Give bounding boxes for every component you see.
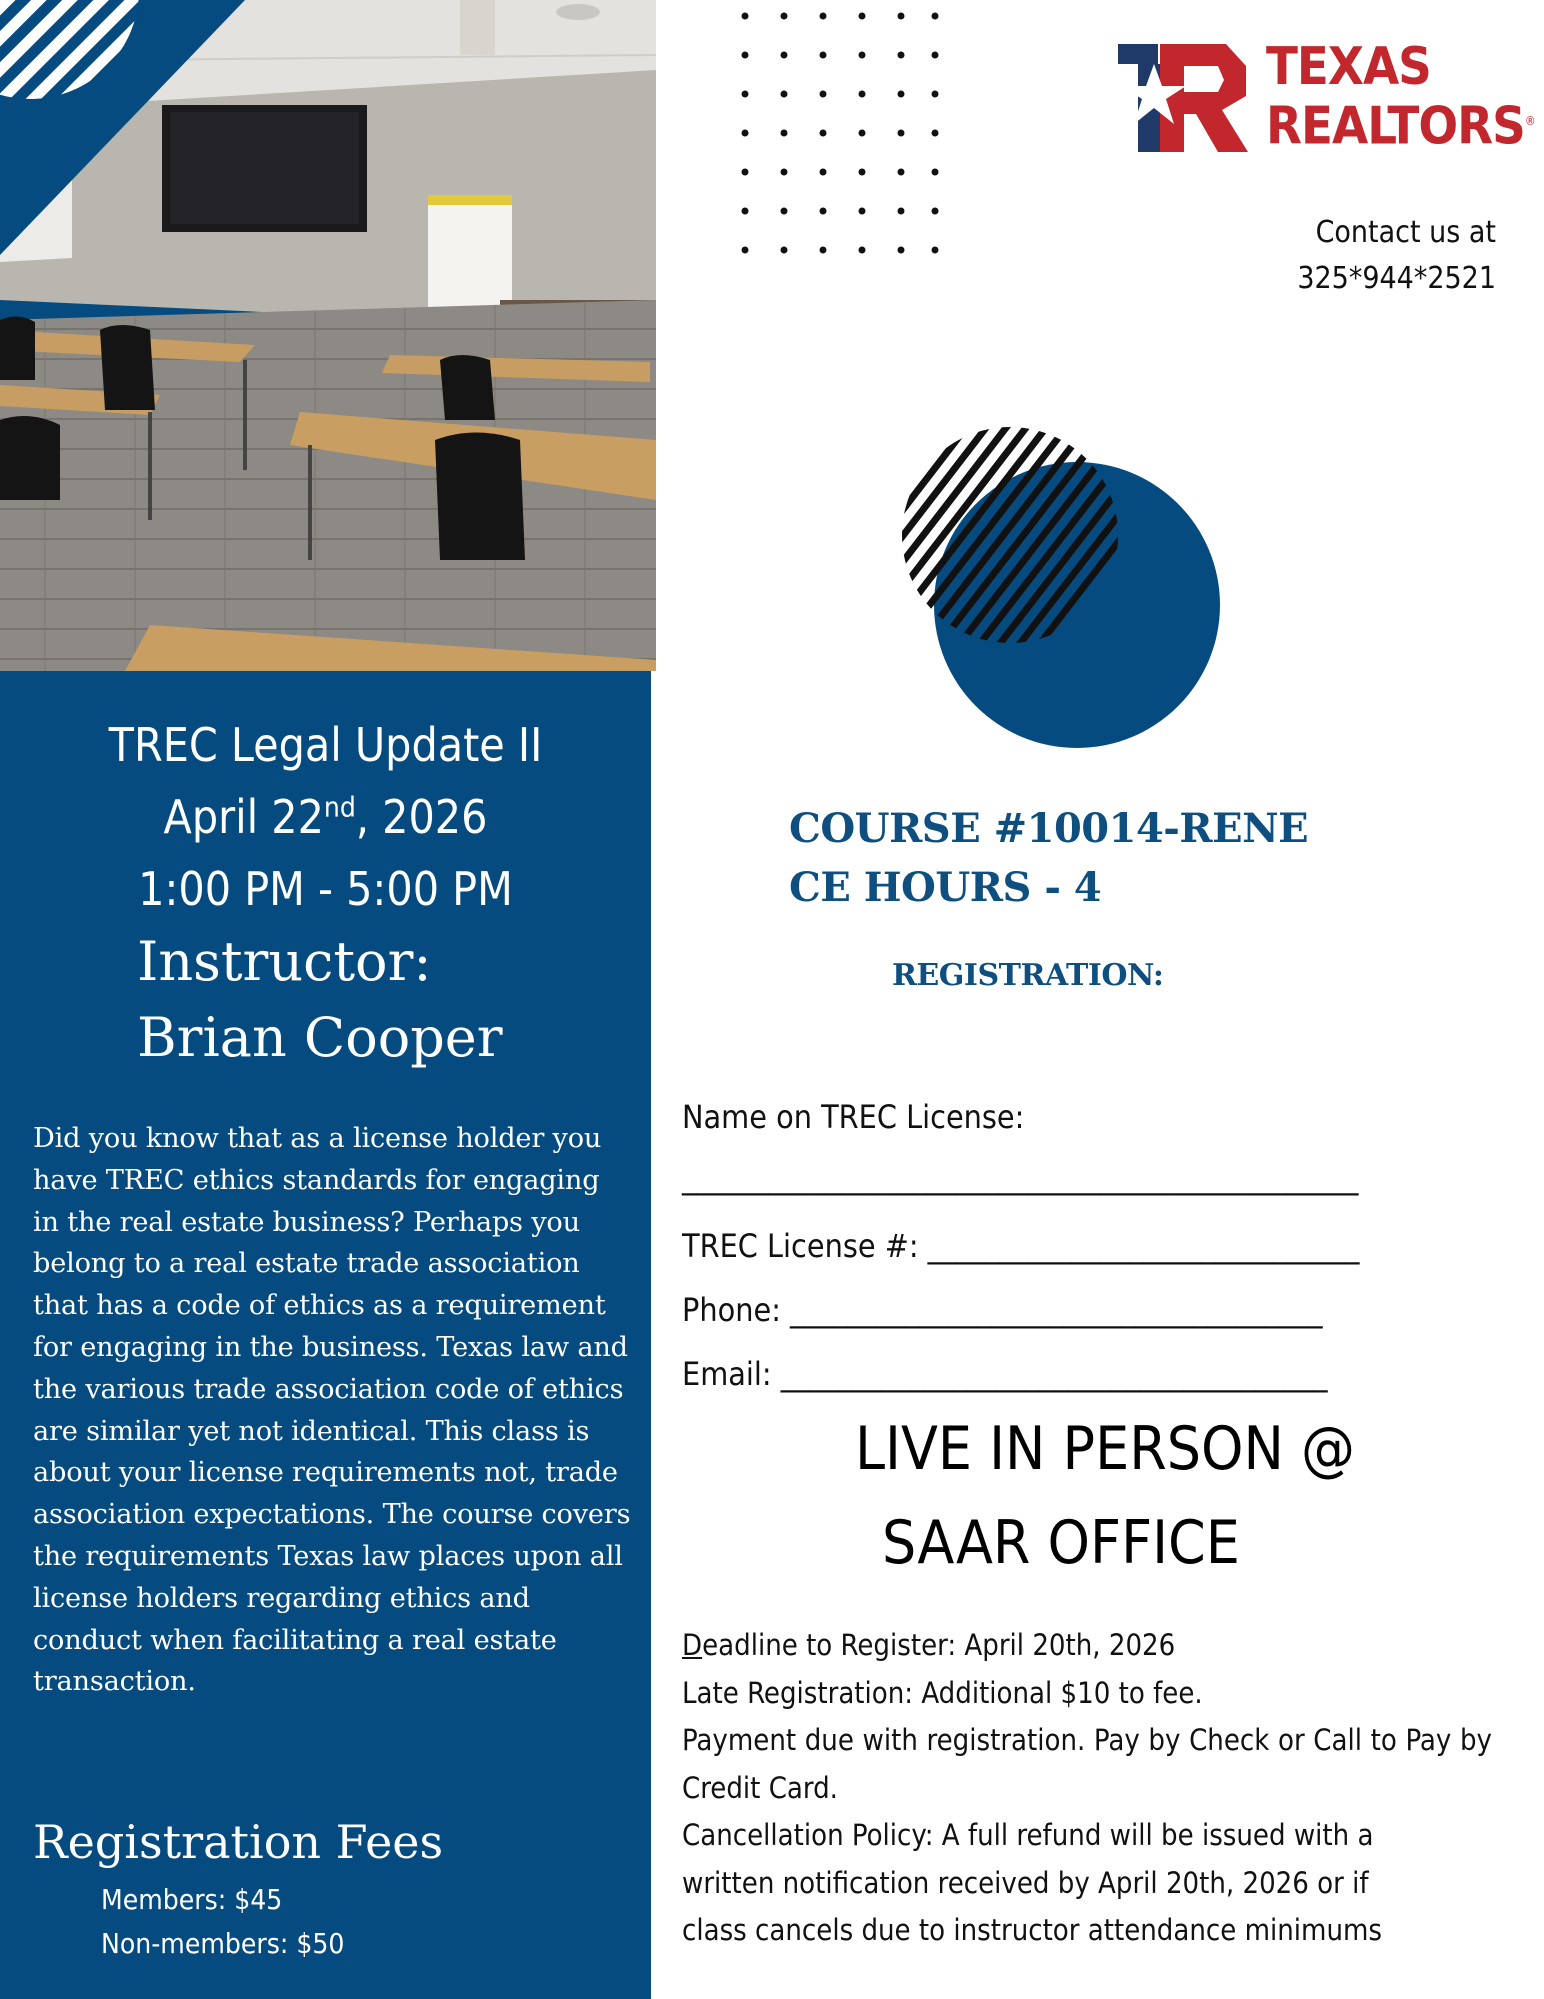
instructor-label: Instructor: xyxy=(137,930,432,993)
location-line-1: LIVE IN PERSON @ xyxy=(855,1414,1355,1484)
payment-text: Payment due with registration. Pay by Check or Call to Pay by Credit Card. xyxy=(682,1723,1492,1805)
contact-phone: 325*944*2521 xyxy=(1297,261,1496,296)
course-date-ordinal: nd xyxy=(323,790,356,824)
location-line-2: SAAR OFFICE xyxy=(882,1508,1240,1578)
course-description: Did you know that as a license holder you have TREC ethics standards for engaging in the real estate business? Perhaps you belong to a real estate trade association that has a code of ethics as a requirement for engaging in the business. Texas law and the various trade association code of ethics are similar yet not identical. This class is about your license requirements not, trade association expectations. The course covers the requirements Texas law places upon all license holders regarding ethics and conduct when facilitating a real estate transaction. xyxy=(33,1123,631,1698)
realtors-star-icon xyxy=(1118,44,1258,156)
registration-heading: REGISTRATION: xyxy=(892,958,1164,993)
ce-hours: CE HOURS - 4 xyxy=(789,864,1102,911)
course-date xyxy=(0,790,651,844)
course-date-month-day: April 22 xyxy=(163,790,324,844)
logo-line-texas: TEXAS xyxy=(1266,37,1431,97)
instructor-name: Brian Cooper xyxy=(137,1006,503,1069)
email-field[interactable]: Email: ______________________________________ xyxy=(682,1355,1328,1393)
registration-details xyxy=(682,1622,1492,1955)
contact-label: Contact us at xyxy=(1315,215,1496,250)
registered-mark: ® xyxy=(1524,114,1535,128)
logo-wordmark xyxy=(1266,37,1535,157)
course-title: TREC Legal Update II xyxy=(108,718,543,772)
dot-grid-decoration xyxy=(730,8,950,258)
logo-line-realtors: REALTORS xyxy=(1266,96,1525,157)
cancellation-policy-text: Cancellation Policy: A full refund will be issued with a written notification received by April 20th, 2026 or if class cancels due to instructor attendance minimums xyxy=(682,1818,1382,1947)
fees-heading: Registration Fees xyxy=(33,1815,444,1869)
fee-members: Members: $45 xyxy=(101,1883,283,1916)
contact-info xyxy=(1297,210,1496,302)
texas-realtors-logo xyxy=(1118,37,1535,160)
fee-non-members: Non-members: $50 xyxy=(101,1927,345,1960)
late-registration-text: Late Registration: Additional $10 to fee. xyxy=(682,1675,1203,1710)
course-number: COURSE #10014-RENE xyxy=(789,805,1309,852)
circle-graphic xyxy=(895,420,1235,760)
deadline-text: Deadline to Register: April 20th, 2026 xyxy=(682,1628,1176,1662)
classroom-photo xyxy=(0,0,656,671)
trec-license-field[interactable]: TREC License #: ______________________________ xyxy=(682,1227,1360,1265)
phone-field[interactable]: Phone: _____________________________________ xyxy=(682,1291,1323,1329)
course-date-year: , 2026 xyxy=(355,790,488,844)
name-on-license-field[interactable]: _______________________________________________ xyxy=(682,1158,1359,1196)
course-time: 1:00 PM - 5:00 PM xyxy=(138,862,513,916)
name-on-license-label: Name on TREC License: xyxy=(682,1098,1025,1136)
